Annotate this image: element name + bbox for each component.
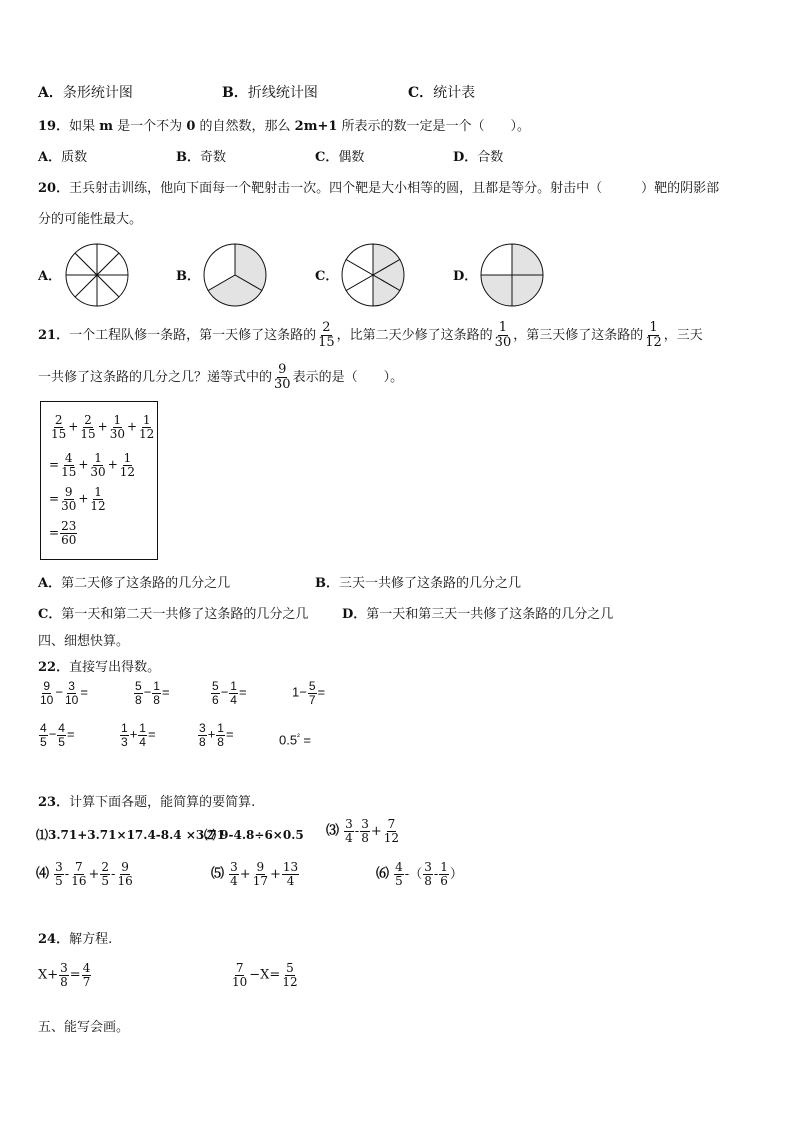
expr-operator: + xyxy=(78,457,89,472)
shaded-sector xyxy=(481,275,512,306)
expr-operator: = xyxy=(69,967,81,983)
fraction-numerator: 23 xyxy=(61,519,77,533)
fraction-denominator: 30 xyxy=(109,426,125,441)
fraction xyxy=(231,962,248,988)
expr-operator: - xyxy=(64,866,70,882)
section-4-title: 四、细想快算。 xyxy=(38,634,130,649)
fraction-denominator: 10 xyxy=(40,692,54,707)
expr-operator: + xyxy=(370,823,382,839)
expr-operator: + xyxy=(97,419,108,434)
fraction xyxy=(57,722,66,748)
q21-fraction-3: $\frac{1}{12}$ xyxy=(645,320,662,350)
fraction xyxy=(211,680,220,706)
fraction xyxy=(60,486,77,512)
fraction-denominator: 12 xyxy=(282,974,298,989)
fraction xyxy=(120,722,129,748)
expr-operator: = xyxy=(238,684,247,700)
fraction xyxy=(70,861,87,887)
q20-target-b xyxy=(202,242,268,308)
q23-problem-1: ⑴3.71+3.71×17.4-8.4 ×3.71 xyxy=(36,828,226,842)
q23-problem-5: ⑸ $\frac{3}{4}$ + $\frac{9}{17}$ + $\frac{13}{4}$ xyxy=(211,860,299,888)
fraction-denominator: 15 xyxy=(80,426,96,441)
fraction-denominator: 7 xyxy=(308,692,316,707)
fraction-numerator: 1 xyxy=(230,679,237,693)
q22-item-1 xyxy=(38,680,88,706)
q22-item-3 xyxy=(210,680,247,706)
q22-title: 22．直接写出得数。 xyxy=(38,660,161,675)
fraction xyxy=(54,861,64,887)
fraction-denominator: 5 xyxy=(55,873,63,888)
fraction xyxy=(39,722,48,748)
q21-work-line-4 xyxy=(49,520,78,546)
expr-operator: + xyxy=(239,866,251,882)
fraction xyxy=(198,722,207,748)
fraction-numerator: 3 xyxy=(55,860,63,874)
fraction-numerator: 9 xyxy=(43,679,51,693)
q20-target-c xyxy=(340,242,406,308)
fraction-numerator: 2 xyxy=(84,413,92,427)
fraction xyxy=(89,452,106,478)
expr-operator: + xyxy=(78,491,89,506)
q21-work-box xyxy=(40,401,158,560)
fraction-numerator: 2 xyxy=(101,860,110,874)
fraction xyxy=(50,414,67,440)
fraction-denominator: 12 xyxy=(383,830,400,845)
fraction-numerator: 4 xyxy=(82,961,91,975)
fraction xyxy=(79,414,96,440)
fraction-denominator: 12 xyxy=(90,498,106,513)
expr-operator: ） xyxy=(449,866,463,882)
expr-operator: -（ xyxy=(404,866,423,882)
fraction-numerator: 7 xyxy=(387,817,396,831)
expr-operator: - xyxy=(111,866,116,882)
fraction xyxy=(229,861,239,887)
q18-option-b: B．折线统计图 xyxy=(222,85,318,101)
fraction-numerator: 13 xyxy=(282,860,299,874)
fraction-denominator: 4 xyxy=(230,692,237,707)
fraction xyxy=(109,414,126,440)
q19-option-b: B．奇数 xyxy=(176,150,227,165)
q20-target-a xyxy=(64,242,130,308)
q23-problem-6: ⑹ $\frac{4}{5}$ -（ $\frac{3}{8}$ - $\frac{1}{6}$ ） xyxy=(376,860,463,888)
q21-fraction-2: $\frac{1}{30}$ xyxy=(494,320,512,350)
fraction-numerator: 5 xyxy=(212,679,219,693)
fraction-numerator: 5 xyxy=(135,679,142,693)
q24-equation-2 xyxy=(230,962,300,988)
fraction-denominator: 17 xyxy=(252,873,268,888)
q19-option-c: C．偶数 xyxy=(315,150,365,165)
fraction-denominator: 12 xyxy=(139,426,155,441)
q18-option-c: C．统计表 xyxy=(408,85,476,101)
expr-operator: - xyxy=(354,823,360,839)
q21-option-d: D．第一天和第三天一共修了这条路的几分之几 xyxy=(342,607,614,622)
fraction xyxy=(282,861,299,887)
q24-equation-1 xyxy=(38,962,92,988)
q20-target-d xyxy=(479,242,545,308)
fraction-numerator: 1 xyxy=(142,413,151,427)
fraction-numerator: 4 xyxy=(58,721,65,735)
fraction-numerator: 1 xyxy=(121,721,128,735)
fraction-denominator: 15 xyxy=(61,464,77,479)
q21-question-line2: 一共修了这条路的几分之几？递等式中的 $\frac{9}{30}$ 表示的是（ ）。 xyxy=(38,362,404,392)
q20-option-a-label: A． xyxy=(38,269,62,284)
fraction-numerator: 1 xyxy=(123,451,132,465)
fraction-numerator: 1 xyxy=(113,413,122,427)
shaded-sector xyxy=(512,275,543,306)
fraction xyxy=(60,452,77,478)
q20-question-line1: 20．王兵射击训练，他向下面每一个靶射击一次。四个靶是大小相等的圆，且都是等分。射击中（ ）靶的阴影部 xyxy=(38,181,720,196)
fraction-denominator: 16 xyxy=(117,873,133,888)
fraction-numerator: 1 xyxy=(94,485,102,499)
fraction-numerator: 4 xyxy=(64,451,73,465)
q20-option-c-label: C． xyxy=(315,269,339,284)
q22-item-7 xyxy=(197,722,234,748)
fraction-denominator: 4 xyxy=(345,830,353,845)
expr-operator: X+ xyxy=(38,967,59,983)
expr-operator: + xyxy=(68,419,79,434)
fraction-denominator: 4 xyxy=(139,734,146,749)
fraction-denominator: 4 xyxy=(230,873,238,888)
fraction-denominator: 7 xyxy=(82,974,91,989)
expr-operator: = xyxy=(225,726,234,742)
fraction-numerator: 3 xyxy=(424,860,432,874)
fraction xyxy=(60,520,77,546)
fraction-numerator: 4 xyxy=(395,860,403,874)
q22-item-2 xyxy=(133,680,170,706)
q21-option-c: C．第一天和第二天一共修了这条路的几分之几 xyxy=(38,607,309,622)
expr-operator: = xyxy=(147,726,156,742)
expr-operator: + xyxy=(129,726,138,742)
fraction-denominator: 8 xyxy=(135,692,142,707)
fraction-denominator: 15 xyxy=(51,426,67,441)
fraction xyxy=(394,861,404,887)
expr-operator: = xyxy=(49,491,60,506)
fraction xyxy=(229,680,238,706)
fraction-denominator: 5 xyxy=(58,734,65,749)
fraction-numerator: 1 xyxy=(217,721,224,735)
fraction-denominator: 12 xyxy=(119,464,136,479)
section-5-title: 五、能写会画。 xyxy=(38,1020,130,1035)
fraction-numerator: 3 xyxy=(68,679,75,693)
q21-option-a: A．第二天修了这条路的几分之几 xyxy=(38,576,231,591)
fraction xyxy=(39,680,54,706)
fraction xyxy=(423,861,433,887)
expr-operator: − xyxy=(143,684,152,700)
q19-option-a: A．质数 xyxy=(38,150,88,165)
q23-problem-4: ⑷ $\frac{3}{5}$ - $\frac{7}{16}$ + $\frac{2}{5}$ - $\frac{9}{16}$ xyxy=(36,860,133,888)
fraction-numerator: 9 xyxy=(121,860,129,874)
fraction xyxy=(64,680,79,706)
fraction-numerator: 1 xyxy=(153,679,160,693)
fraction-denominator: 8 xyxy=(424,873,432,888)
q19-question: 19．如果 m 是一个不为 0 的自然数，那么 2m+1 所表示的数一定是一个（ ）。 xyxy=(38,119,531,134)
q24-title: 24．解方程. xyxy=(38,932,113,947)
fraction-denominator: 5 xyxy=(101,873,110,888)
fraction-denominator: 5 xyxy=(40,734,47,749)
expr-operator: 1− xyxy=(292,684,307,700)
fraction xyxy=(439,861,449,887)
q22-item-6 xyxy=(119,722,156,748)
expr-operator: + xyxy=(88,866,100,882)
fraction-numerator: 7 xyxy=(75,860,83,874)
q21-fraction-1: $\frac{2}{15}$ xyxy=(318,320,335,350)
fraction xyxy=(116,861,133,887)
fraction-numerator: 2 xyxy=(54,413,63,427)
q18-option-a: A．条形统计图 xyxy=(38,85,133,101)
fraction-denominator: 6 xyxy=(440,873,448,888)
fraction xyxy=(216,722,225,748)
expr-operator: + xyxy=(107,457,118,472)
q20-option-d-label: D． xyxy=(453,269,478,284)
fraction-numerator: 1 xyxy=(94,451,102,465)
expr-operator: = xyxy=(49,457,60,472)
fraction xyxy=(59,962,69,988)
fraction-numerator: 7 xyxy=(235,961,244,975)
fraction-denominator: 10 xyxy=(232,974,248,989)
fraction xyxy=(138,722,147,748)
expr-operator: = xyxy=(66,726,75,742)
expr-operator: − xyxy=(48,726,57,742)
fraction-denominator: 16 xyxy=(71,873,87,888)
q20-question-line2: 分的可能性最大。 xyxy=(38,212,143,227)
q22-item-4 xyxy=(292,680,325,706)
expr-operator: − xyxy=(55,684,63,700)
q20-option-b-label: B． xyxy=(176,269,200,284)
q22-item-5 xyxy=(38,722,75,748)
expr-operator: + xyxy=(269,866,281,882)
fraction xyxy=(360,818,370,844)
fraction-denominator: 8 xyxy=(153,692,160,707)
q21-work-line-3 xyxy=(49,486,108,512)
expr-operator: − xyxy=(220,684,229,700)
fraction-numerator: 3 xyxy=(361,817,369,831)
fraction-denominator: 8 xyxy=(217,734,224,749)
expr-operator: - xyxy=(433,866,439,882)
shaded-sector xyxy=(512,244,543,275)
fraction xyxy=(281,962,298,988)
fraction xyxy=(344,818,354,844)
fraction xyxy=(134,680,143,706)
fraction-numerator: 1 xyxy=(440,860,448,874)
q19-option-d: D．合数 xyxy=(453,150,504,165)
fraction xyxy=(138,414,155,440)
fraction xyxy=(152,680,161,706)
fraction-denominator: 8 xyxy=(199,734,206,749)
fraction-denominator: 3 xyxy=(121,734,128,749)
fraction-denominator: 60 xyxy=(61,532,77,547)
fraction-denominator: 4 xyxy=(286,873,295,888)
fraction xyxy=(383,818,400,844)
fraction-numerator: 3 xyxy=(230,860,238,874)
fraction-numerator: 3 xyxy=(199,721,206,735)
q21-work-line-2 xyxy=(49,452,137,478)
q23-title: 23．计算下面各题，能简算的要简算. xyxy=(38,795,256,810)
expr-operator: = xyxy=(317,684,326,700)
fraction xyxy=(89,486,106,512)
fraction-denominator: 8 xyxy=(361,830,369,845)
q23-problem-3: ⑶ $\frac{3}{4}$ - $\frac{3}{8}$ + $\frac{7}{12}$ xyxy=(326,817,400,845)
fraction xyxy=(252,861,269,887)
q21-work-line-1 xyxy=(49,414,156,440)
fraction-numerator: 9 xyxy=(256,860,265,874)
expr-operator: = xyxy=(161,684,170,700)
fraction-numerator: 5 xyxy=(308,679,316,693)
fraction-numerator: 3 xyxy=(60,961,68,975)
fraction xyxy=(82,962,92,988)
fraction-denominator: 30 xyxy=(90,464,106,479)
fraction-denominator: 5 xyxy=(395,873,403,888)
q21-fraction-4: $\frac{9}{30}$ xyxy=(274,362,291,392)
fraction-numerator: 3 xyxy=(345,817,353,831)
q22-item-8: $0.5^{^2}$ = xyxy=(279,732,311,748)
fraction-numerator: 1 xyxy=(139,721,146,735)
fraction-numerator: 4 xyxy=(40,721,47,735)
fraction-numerator: 9 xyxy=(64,485,73,499)
unshaded-sector xyxy=(481,244,512,275)
fraction xyxy=(119,452,136,478)
fraction-denominator: 10 xyxy=(64,692,79,707)
expr-operator: + xyxy=(126,419,138,434)
expr-operator: −X= xyxy=(249,967,281,983)
fraction-denominator: 30 xyxy=(61,498,77,513)
fraction xyxy=(308,680,317,706)
fraction xyxy=(100,861,110,887)
expr-operator: + xyxy=(207,726,216,742)
expr-operator: = xyxy=(49,525,60,540)
q23-problem-2: ⑵ 9-4.8÷6×0.5 xyxy=(204,828,304,842)
q21-question-line1: 21．一个工程队修一条路，第一天修了这条路的 $\frac{2}{15}$ ，比第二天少修了这条路的 $\frac{1}{30}$ ，第三天修了这条路的 $\frac{1}{12}$ ，三天 xyxy=(38,320,703,350)
fraction-denominator: 6 xyxy=(212,692,219,707)
fraction-denominator: 8 xyxy=(60,974,68,989)
expr-operator: = xyxy=(80,684,88,700)
fraction-numerator: 5 xyxy=(286,961,294,975)
q21-option-b: B．三天一共修了这条路的几分之几 xyxy=(315,576,522,591)
